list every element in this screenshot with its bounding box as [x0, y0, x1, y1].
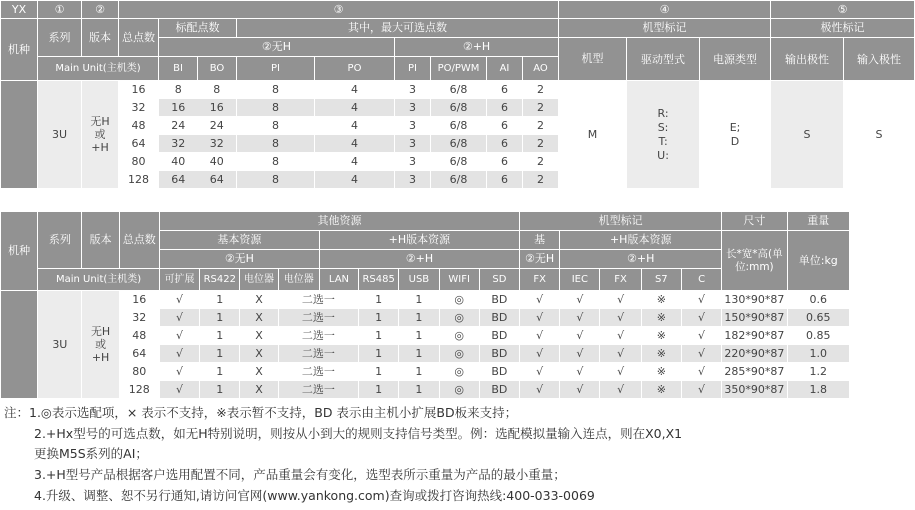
bo-cell: 40: [209, 154, 224, 168]
bo-cell: 24: [209, 118, 224, 132]
weight-cell: 1.8: [787, 381, 849, 399]
sd-cell: BD: [479, 345, 519, 363]
wifi-cell: ◎: [439, 381, 479, 399]
weight-cell: 1.2: [787, 363, 849, 381]
lan-rs485-choice-cell: 二选一: [278, 291, 358, 309]
sd-cell: BD: [479, 291, 519, 309]
input-polarity-header: 输入极性: [844, 38, 915, 81]
model-type-cell: [1, 81, 38, 189]
fx-h-cell: √: [600, 291, 641, 309]
iec-cell: √: [560, 345, 600, 363]
col-3-marker: ③: [119, 1, 559, 19]
res-col-iec: IEC: [560, 269, 600, 291]
notes-section: [4, 403, 846, 507]
pi-h-cell: 3: [395, 81, 431, 99]
usb-cell: 1: [399, 363, 439, 381]
total-points-cell: 64: [119, 345, 159, 363]
note-2-cont: 更换M5S系列的AI；: [34, 446, 148, 462]
ao-cell: 2: [523, 135, 559, 153]
bi-bo-cell: [159, 81, 237, 99]
rs485-cell: 1: [359, 309, 399, 327]
bi-cell: 40: [171, 154, 186, 168]
s7-cell: ※: [641, 345, 681, 363]
fx-cell: √: [520, 291, 560, 309]
potentiometer-cell: X: [240, 291, 278, 309]
rs422-cell: 1: [200, 309, 240, 327]
fx-h-cell: √: [600, 345, 641, 363]
wifi-cell: ◎: [439, 309, 479, 327]
note-2: 2.+Hx型号的可选点数，如无H特别说明，则按从小到大的规则支持信号类型。例：选配模拟量输入连点，则在X0,X1: [34, 425, 683, 441]
usb-cell: 1: [399, 345, 439, 363]
pi-cell: 8: [237, 171, 315, 189]
size-header: 尺寸: [722, 212, 787, 231]
series-header-2: 系列: [38, 212, 82, 269]
drive-type-cell: R: S: T: U:: [627, 81, 700, 189]
ai-cell: 6: [487, 117, 523, 135]
expandable-cell: √: [159, 327, 199, 345]
rs485-cell: 1: [359, 345, 399, 363]
res-col-sd: SD: [479, 269, 519, 291]
model-mark-header-2: 机型标记: [520, 212, 722, 231]
potentiometer-cell: X: [240, 363, 278, 381]
weight-header: 重量: [787, 212, 849, 231]
rs485-cell: 1: [359, 291, 399, 309]
usb-cell: 1: [399, 309, 439, 327]
po-cell: 4: [315, 81, 395, 99]
res-col-fx: FX: [520, 269, 560, 291]
res-col-potentiometer: 电位器: [240, 269, 278, 291]
no-h-header: ②无H: [159, 38, 395, 57]
bi-bo-cell: [159, 171, 237, 189]
po-cell: 4: [315, 117, 395, 135]
pi-h-cell: 3: [395, 153, 431, 171]
c-cell: √: [681, 291, 721, 309]
rs422-cell: 1: [200, 291, 240, 309]
size-cell: 150*90*87: [722, 309, 787, 327]
sd-cell: BD: [479, 363, 519, 381]
po-pwm-cell: 6/8: [431, 81, 487, 99]
io-col-bo: BO: [209, 62, 225, 74]
s7-cell: ※: [641, 291, 681, 309]
total-points-cell: 32: [119, 309, 159, 327]
usb-cell: 1: [399, 291, 439, 309]
po-pwm-cell: 6/8: [431, 117, 487, 135]
pi-cell: 8: [237, 117, 315, 135]
polarity-mark-header: 极性标记: [771, 19, 915, 38]
pi-cell: 8: [237, 99, 315, 117]
sd-cell: BD: [479, 327, 519, 345]
series-cell: 3U: [38, 81, 82, 189]
ai-cell: 6: [487, 171, 523, 189]
total-points-cell: 48: [119, 117, 159, 135]
size-cell: 182*90*87: [722, 327, 787, 345]
ai-cell: 6: [487, 135, 523, 153]
ai-cell: 6: [487, 99, 523, 117]
main-unit-header-2: Main Unit(主机类): [38, 269, 160, 291]
ao-cell: 2: [523, 99, 559, 117]
iec-cell: √: [560, 309, 600, 327]
bo-cell: 16: [209, 100, 224, 114]
total-points-cell: 128: [119, 171, 159, 189]
rs422-cell: 1: [200, 363, 240, 381]
power-type-cell: E; D: [700, 81, 771, 189]
size-cell: 350*90*87: [722, 381, 787, 399]
iec-cell: √: [560, 381, 600, 399]
s7-cell: ※: [641, 363, 681, 381]
ao-cell: 2: [523, 153, 559, 171]
total-points-cell: 80: [119, 153, 159, 171]
weight-unit-header: 单位:kg: [787, 231, 849, 291]
plus-h-header: ②+H: [395, 38, 559, 57]
po-pwm-cell: 6/8: [431, 99, 487, 117]
version-header-2: 版本: [82, 212, 119, 269]
po-pwm-cell: 6/8: [431, 135, 487, 153]
ao-cell: 2: [523, 171, 559, 189]
total-points-cell: 48: [119, 327, 159, 345]
version-cell-2: 无H或+H: [82, 291, 119, 399]
bo-cell: 8: [213, 82, 221, 96]
total-points-cell: 32: [119, 99, 159, 117]
expandable-cell: √: [159, 309, 199, 327]
lan-rs485-choice-cell: 二选一: [278, 309, 358, 327]
model-selection-table-io: [0, 0, 915, 189]
fx-cell: √: [520, 363, 560, 381]
series-cell-2: 3U: [38, 291, 82, 399]
size-cell: 285*90*87: [722, 363, 787, 381]
fx-cell: √: [520, 345, 560, 363]
note-4: 4.升级、调整、恕不另行通知,请访问官网(www.yankong.com)查询或拨打咨询热线:400-033-0069: [34, 487, 595, 503]
col-2-marker: ②: [82, 1, 119, 19]
pi-cell: 8: [237, 135, 315, 153]
c-cell: √: [681, 381, 721, 399]
total-points-cell: 16: [119, 291, 159, 309]
fx-h-cell: √: [600, 363, 641, 381]
res-col-wifi: WIFI: [439, 269, 479, 291]
iec-cell: √: [560, 363, 600, 381]
note-1: 注：1.◎表示选配项，× 表示不支持，※表示暂不支持，BD 表示由主机小扩展BD板来支持；: [4, 405, 518, 420]
model-type-cell-2: [1, 291, 38, 399]
pi-cell: 8: [237, 81, 315, 99]
total-points-cell: 64: [119, 135, 159, 153]
fx-h-cell: √: [600, 381, 641, 399]
wifi-cell: ◎: [439, 363, 479, 381]
io-col-pi: PI: [237, 57, 315, 81]
s7-cell: ※: [641, 309, 681, 327]
power-type-header: 电源类型: [700, 38, 771, 81]
res-col-potentiometer-h: 电位器: [278, 269, 319, 291]
total-points-header-2: 总点数: [119, 212, 159, 269]
bi-cell: 32: [171, 136, 186, 150]
res-col-fx-h: FX: [600, 269, 641, 291]
rs485-cell: 1: [359, 327, 399, 345]
col-4-marker: ④: [559, 1, 771, 19]
usb-cell: 1: [399, 381, 439, 399]
c-cell: √: [681, 309, 721, 327]
yx-header: YX: [1, 1, 38, 19]
col-5-marker: ⑤: [771, 1, 915, 19]
s7-cell: ※: [641, 327, 681, 345]
fx-cell: √: [520, 309, 560, 327]
po-cell: 4: [315, 99, 395, 117]
s7-cell: ※: [641, 381, 681, 399]
bi-bo-cell: [159, 153, 237, 171]
wifi-cell: ◎: [439, 345, 479, 363]
expandable-cell: √: [159, 381, 199, 399]
sd-cell: BD: [479, 309, 519, 327]
ao-cell: 2: [523, 117, 559, 135]
size-cell: 130*90*87: [722, 291, 787, 309]
pi-cell: 8: [237, 153, 315, 171]
sd-cell: BD: [479, 381, 519, 399]
lan-rs485-choice-cell: 二选一: [278, 345, 358, 363]
c-cell: √: [681, 327, 721, 345]
model-value-cell: M: [559, 81, 627, 189]
model-type-header: 机种: [1, 19, 38, 81]
lan-rs485-choice-cell: 二选一: [278, 381, 358, 399]
potentiometer-cell: X: [240, 345, 278, 363]
weight-cell: 0.85: [787, 327, 849, 345]
other-resources-header: 其他资源: [159, 212, 519, 231]
iec-cell: √: [560, 327, 600, 345]
bi-cell: 24: [171, 118, 186, 132]
drive-type-header: 驱动型式: [627, 38, 700, 81]
po-cell: 4: [315, 153, 395, 171]
output-polarity-cell: S: [771, 81, 844, 189]
res-col-s7: S7: [641, 269, 681, 291]
max-optional-header: 其中，最大可选点数: [237, 19, 559, 38]
io-col-ao: AO: [523, 57, 559, 81]
res-col-lan: LAN: [319, 269, 358, 291]
bi-bo-cell: [159, 135, 237, 153]
io-col-ai: AI: [487, 57, 523, 81]
bi-bo-cell: [159, 99, 237, 117]
res-col-c: C: [681, 269, 721, 291]
h-version-resources-header-2: +H版本资源: [560, 231, 722, 250]
ai-cell: 6: [487, 81, 523, 99]
expandable-cell: √: [159, 363, 199, 381]
rs485-cell: 1: [359, 363, 399, 381]
po-cell: 4: [315, 171, 395, 189]
h-version-resources-header: +H版本资源: [319, 231, 519, 250]
basic-resources-header: 基本资源: [159, 231, 319, 250]
rs422-cell: 1: [200, 381, 240, 399]
io-col-bi-bo: [159, 57, 237, 81]
total-points-cell: 16: [119, 81, 159, 99]
rs485-cell: 1: [359, 381, 399, 399]
no-h-header-3: ②无H: [520, 250, 560, 269]
wifi-cell: ◎: [439, 291, 479, 309]
bi-cell: 64: [171, 172, 186, 186]
potentiometer-cell: X: [240, 309, 278, 327]
note-3: 3.+H型号产品根据客户选用配置不同，产品重量会有变化，选型表所示重量为产品的最小重量；: [34, 467, 566, 483]
standard-points-header: 标配点数: [159, 19, 237, 38]
total-points-cell: 128: [119, 381, 159, 399]
pi-h-cell: 3: [395, 117, 431, 135]
input-polarity-cell: S: [844, 81, 915, 189]
potentiometer-cell: X: [240, 327, 278, 345]
res-col-usb: USB: [399, 269, 439, 291]
ao-cell: 2: [523, 81, 559, 99]
lan-rs485-choice-cell: 二选一: [278, 363, 358, 381]
model-type-header-2: 机种: [1, 212, 38, 291]
plus-h-header-3: ②+H: [560, 250, 722, 269]
usb-cell: 1: [399, 327, 439, 345]
weight-cell: 1.0: [787, 345, 849, 363]
size-cell: 220*90*87: [722, 345, 787, 363]
c-cell: √: [681, 345, 721, 363]
bi-bo-cell: [159, 117, 237, 135]
weight-cell: 0.65: [787, 309, 849, 327]
wifi-cell: ◎: [439, 327, 479, 345]
po-cell: 4: [315, 135, 395, 153]
fx-cell: √: [520, 381, 560, 399]
expandable-cell: √: [159, 291, 199, 309]
fx-cell: √: [520, 327, 560, 345]
potentiometer-cell: X: [240, 381, 278, 399]
model-header: 机型: [559, 38, 627, 81]
ai-cell: 6: [487, 153, 523, 171]
size-unit-header: 长*宽*高(单位:mm): [722, 231, 787, 291]
bo-cell: 64: [209, 172, 224, 186]
plus-h-header-2: ②+H: [319, 250, 519, 269]
rs422-cell: 1: [200, 327, 240, 345]
lan-rs485-choice-cell: 二选一: [278, 327, 358, 345]
po-pwm-cell: 6/8: [431, 153, 487, 171]
model-mark-header: 机型标记: [559, 19, 771, 38]
version-header: 版本: [82, 19, 119, 57]
series-header: 系列: [38, 19, 82, 57]
main-unit-header: Main Unit(主机类): [38, 57, 159, 81]
res-col-rs422: RS422: [200, 269, 240, 291]
res-col-rs485: RS485: [359, 269, 399, 291]
model-selection-table-resources: [0, 211, 850, 399]
io-col-bi: BI: [159, 57, 198, 80]
version-cell: 无H或+H: [82, 81, 119, 189]
bo-cell: 32: [209, 136, 224, 150]
res-col-expandable: 可扩展: [159, 269, 199, 291]
bi-cell: 8: [174, 82, 182, 96]
io-col-po: PO: [315, 57, 395, 81]
pi-h-cell: 3: [395, 171, 431, 189]
no-h-header-2: ②无H: [159, 250, 319, 269]
fx-h-cell: √: [600, 327, 641, 345]
expandable-cell: √: [159, 345, 199, 363]
c-cell: √: [681, 363, 721, 381]
bi-cell: 16: [171, 100, 186, 114]
po-pwm-cell: 6/8: [431, 171, 487, 189]
pi-h-cell: 3: [395, 135, 431, 153]
total-points-header: 总点数: [119, 19, 159, 57]
col-1-marker: ①: [38, 1, 82, 19]
fx-h-cell: √: [600, 309, 641, 327]
rs422-cell: 1: [200, 345, 240, 363]
weight-cell: 0.6: [787, 291, 849, 309]
io-col-po-pwm: PO/PWM: [431, 57, 487, 81]
total-points-cell: 80: [119, 363, 159, 381]
iec-cell: √: [560, 291, 600, 309]
pi-h-cell: 3: [395, 99, 431, 117]
output-polarity-header: 输出极性: [771, 38, 844, 81]
base-header: 基: [520, 231, 560, 250]
io-col-pi-h: PI: [395, 57, 431, 81]
